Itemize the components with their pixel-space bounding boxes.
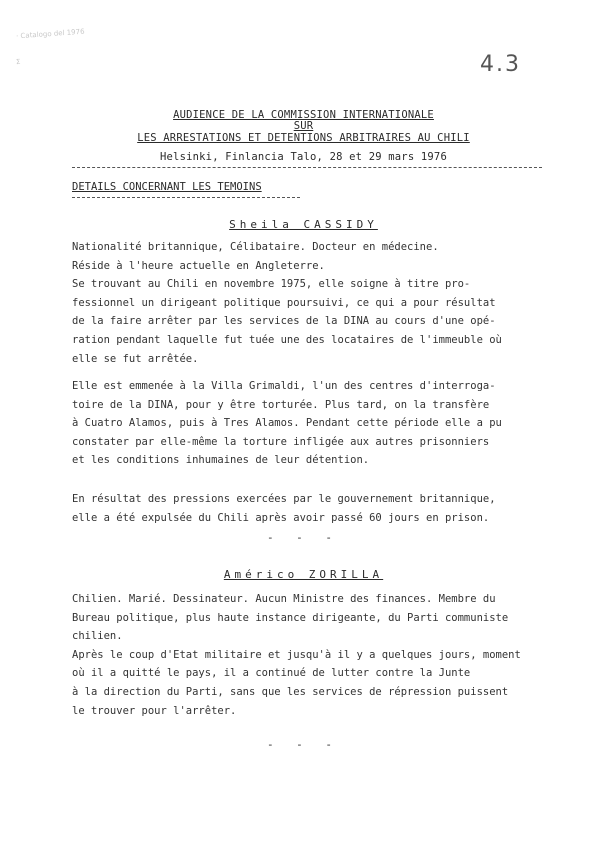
section-separator: - - - — [266, 738, 341, 751]
marginal-note: · Catalogo del 1976 — [15, 27, 85, 41]
witness-paragraph: Elle est emmenée à la Villa Grimaldi, l'un des centres d'interroga- toire de la DINA, pour y être torturée. Plus tard, on la transfère à Cuatro Alamos, puis à Tres Alamos. Pendant cette période elle a pu constater par elle-même la torture infligée aux autres prisonniers et les conditions inhumaines de leur détention. — [72, 380, 502, 467]
witness-paragraph: En résultat des pressions exercées par le gouvernement britannique, elle a été expulsée du Chili après avoir passé 60 jours en prison. — [72, 493, 496, 524]
dashed-rule — [72, 167, 542, 168]
header-title-line1: AUDIENCE DE LA COMMISSION INTERNATIONALE — [173, 109, 434, 121]
marginal-note: Σ — [15, 57, 21, 67]
header-title-line3: LES ARRESTATIONS ET DETENTIONS ARBITRAIRES AU CHILI — [137, 132, 470, 144]
page-number: 4.3 — [480, 52, 521, 77]
dashed-rule — [72, 197, 300, 198]
witness-name-cassidy: Sheila CASSIDY — [229, 218, 378, 231]
header-place-date: Helsinki, Finlancia Talo, 28 et 29 mars 1976 — [160, 151, 447, 163]
witness-paragraph: Nationalité britannique, Célibataire. Docteur en médecine. Réside à l'heure actuelle en Angleterre. Se trouvant au Chili en novembre 1975, elle soigne à titre pro- fessionnel un dirigeant politique poursuivi, ce qui a pour résultat de la faire arrêter par les services de la DINA au cours d'une opé- ration pendant laquelle fut tuée une des locataires de l'immeuble où elle se fut arrêtée. — [72, 241, 502, 365]
header-title-line2: SUR — [293, 120, 314, 132]
section-title: DETAILS CONCERNANT LES TEMOINS — [72, 181, 262, 193]
witness-paragraph: Chilien. Marié. Dessinateur. Aucun Ministre des finances. Membre du Bureau politique, plus haute instance dirigeante, du Parti communiste chilien. Après le coup d'Etat militaire et jusqu'à il y a quelques jours, moment où il a quitté le pays, il a continué de lutter contre la Junte à la direction du Parti, sans que les services de répression puissent le trouver pour l'arrêter. — [72, 593, 521, 717]
witness-name-zorilla: Américo ZORILLA — [223, 568, 384, 581]
section-separator: - - - — [266, 531, 341, 544]
